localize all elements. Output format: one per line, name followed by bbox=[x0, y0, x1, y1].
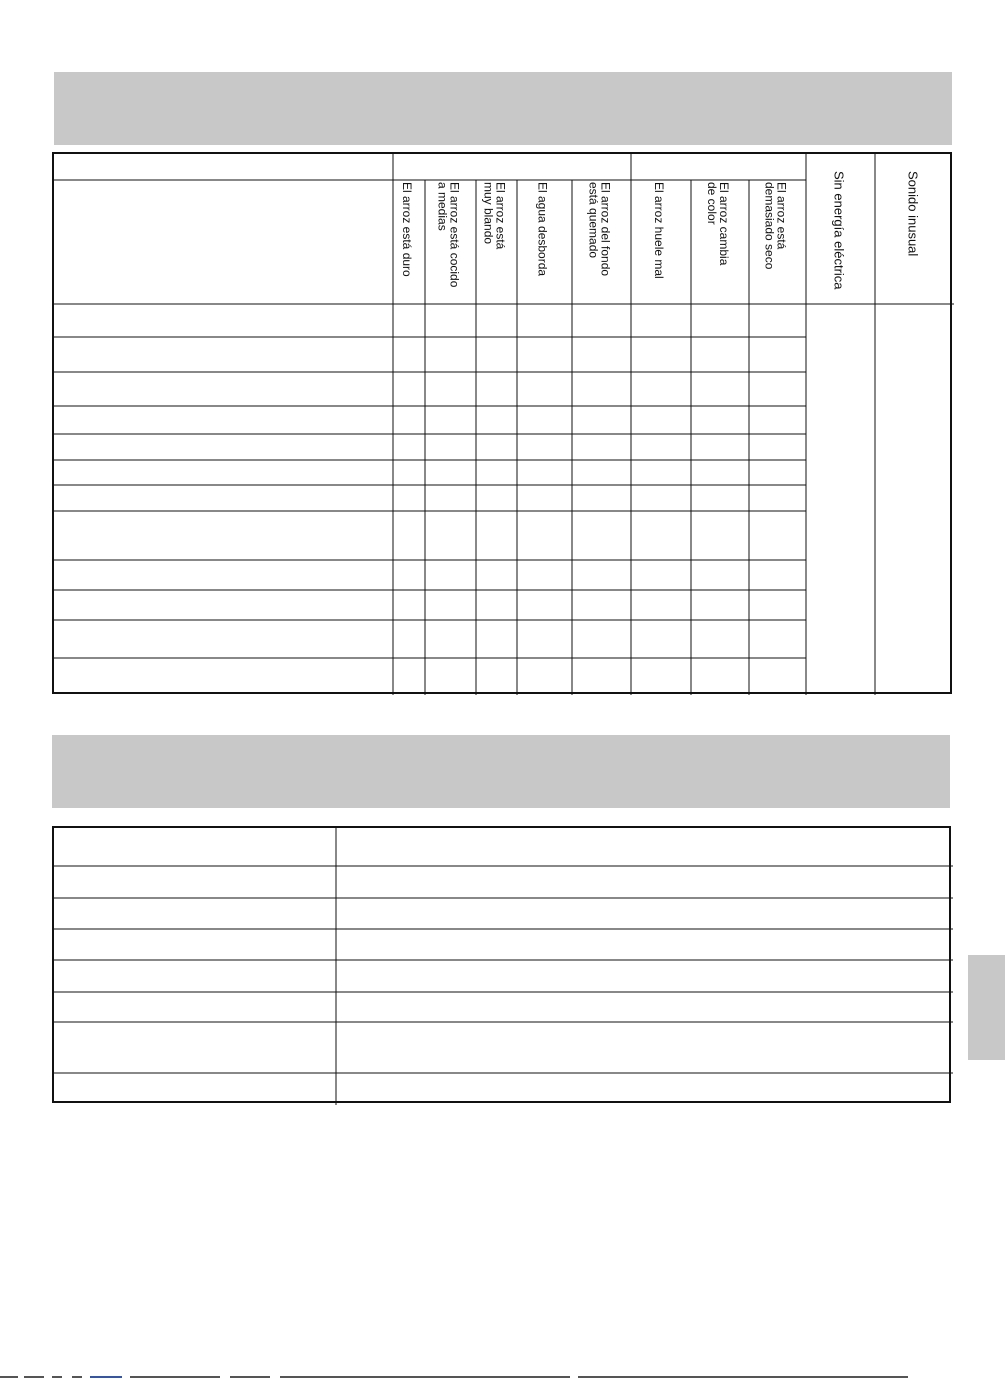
section-header-band-error-codes bbox=[52, 735, 950, 808]
column-header-bottom-burnt bbox=[570, 178, 629, 302]
column-header-unusual-sound bbox=[873, 153, 952, 302]
column-header-rice-discolored bbox=[689, 178, 747, 302]
column-header-label: El agua desborda bbox=[535, 182, 550, 277]
column-header-label: El arroz está duro bbox=[400, 182, 414, 277]
column-header-label: Sonido inusual bbox=[905, 171, 921, 257]
chapter-side-tab bbox=[968, 955, 1005, 1060]
column-header-rice-hard bbox=[391, 178, 423, 302]
section-header-band-troubleshooting bbox=[54, 72, 952, 145]
column-header-label: El arroz cambia de color bbox=[705, 182, 731, 266]
column-header-rice-too-dry bbox=[747, 178, 804, 302]
column-header-label: Sin energía eléctrica bbox=[831, 171, 847, 290]
column-header-rice-half-cooked bbox=[423, 178, 474, 302]
error-code-table bbox=[52, 826, 951, 1103]
column-header-rice-smells bbox=[629, 178, 689, 302]
column-header-water-overflows bbox=[515, 178, 570, 302]
page-footer-trim bbox=[0, 1374, 1005, 1379]
column-header-label: El arroz huele mal bbox=[652, 182, 666, 279]
column-header-label: El arroz está muy blando bbox=[481, 182, 508, 250]
error-code-table-rules bbox=[54, 828, 953, 1105]
column-header-label: El arroz del fondo está quemado bbox=[586, 182, 613, 277]
column-header-no-power bbox=[804, 153, 873, 302]
column-header-label: El arroz está demasiado seco bbox=[762, 182, 789, 270]
column-header-rice-too-soft bbox=[474, 178, 515, 302]
column-header-label: El arroz está cocido a medias bbox=[435, 182, 462, 288]
